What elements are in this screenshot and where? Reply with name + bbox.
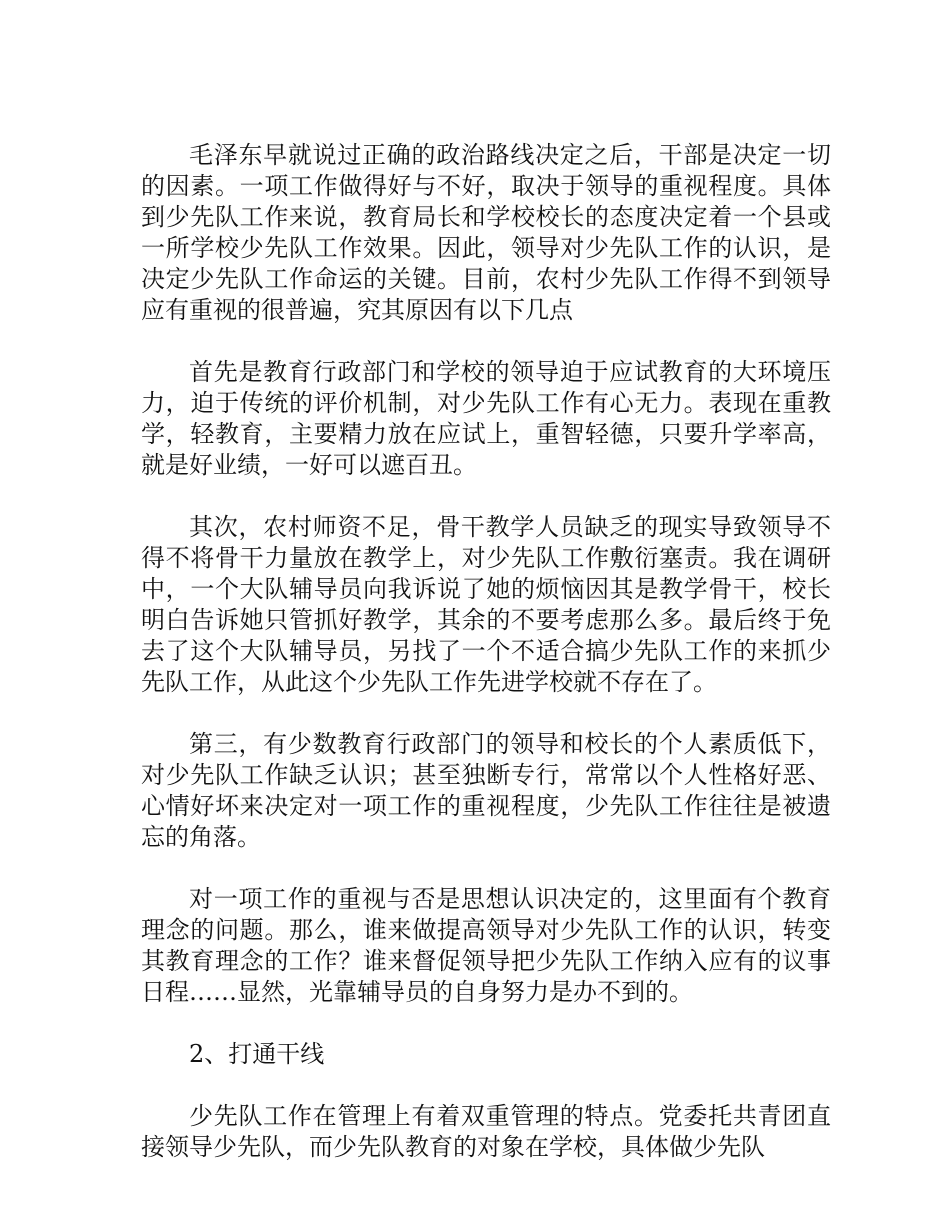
paragraph-leadership-importance: 毛泽东早就说过正确的政治路线决定之后，干部是决定一切的因素。一项工作做得好与不好，取决于领导的重视程度。具体到少先队工作来说，教育局长和学校校长的态度决定着一个县或一所学校少先队工作效果。因此，领导对少先队工作的认识，是决定少先队工作命运的关键。目前，农村少先队工作得不到领导应有重视的很普遍，究其原因有以下几点 [141, 141, 831, 324]
paragraph-ideology: 对一项工作的重视与否是思想认识决定的，这里面有个教育理念的问题。那么，谁来做提高领导对少先队工作的认识，转变其教育理念的工作？谁来督促领导把少先队工作纳入应有的议事日程……显然，光靠辅导员的自身努力是办不到的。 [141, 885, 831, 1006]
paragraph-second-reason: 其次，农村师资不足，骨干教学人员缺乏的现实导致领导不得不将骨干力量放在教学上，对少先队工作敷衍塞责。我在调研中，一个大队辅导员向我诉说了她的烦恼因其是教学骨干，校长明白告诉她只管抓好教学，其余的不要考虑那么多。最后终于免去了这个大队辅导员，另找了一个不适合搞少先队工作的来抓少先队工作，从此这个少先队工作先进学校就不存在了。 [141, 513, 831, 696]
paragraph-third-reason: 第三，有少数教育行政部门的领导和校长的个人素质低下，对少先队工作缺乏认识；甚至独断专行，常常以个人性格好恶、心情好坏来决定对一项工作的重视程度，少先队工作往往是被遗忘的角落。 [141, 730, 831, 851]
document-body [141, 140, 831, 1194]
paragraph-dual-management: 少先队工作在管理上有着双重管理的特点。党委托共青团直接领导少先队，而少先队教育的对象在学校，具体做少先队 [141, 1102, 831, 1161]
paragraph-first-reason: 首先是教育行政部门和学校的领导迫于应试教育的大环境压力，迫于传统的评价机制，对少先队工作有心无力。表现在重教学，轻教育，主要精力放在应试上，重智轻德，只要升学率高，就是好业绩，一好可以遮百丑。 [141, 358, 831, 479]
section-heading: 2、打通干线 [189, 1040, 325, 1068]
